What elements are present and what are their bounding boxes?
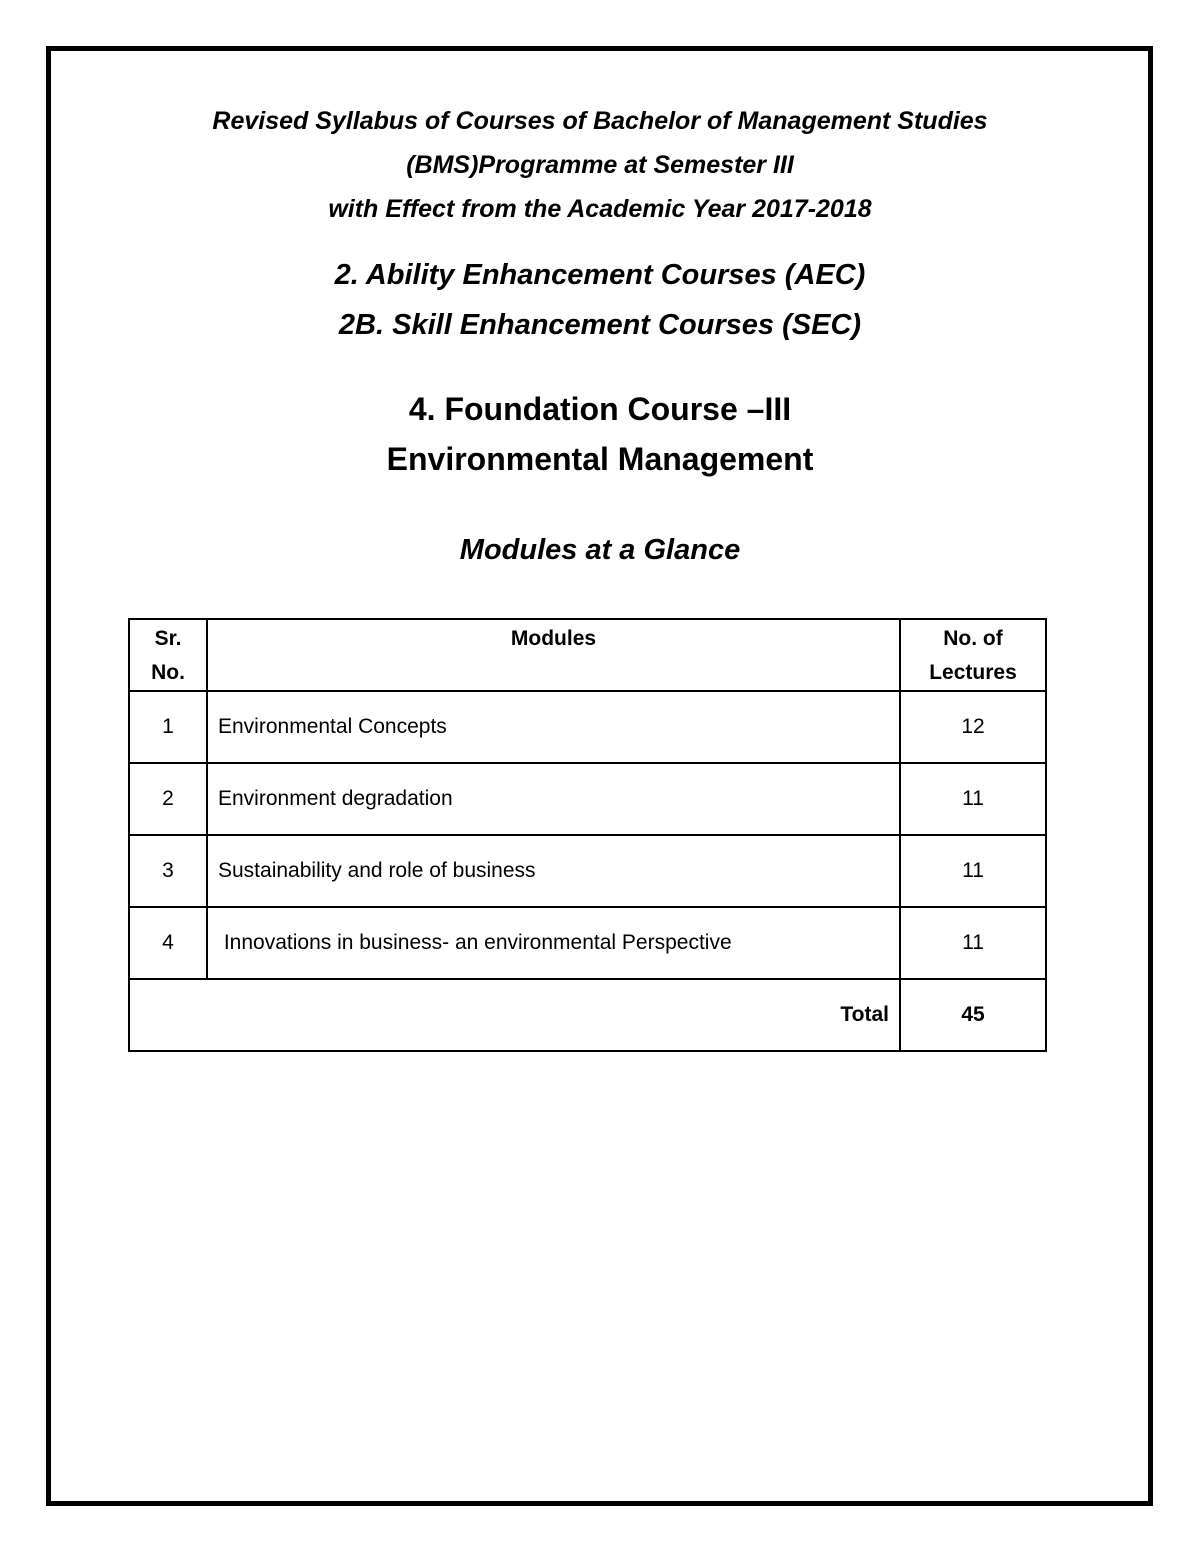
cell-module: Environment degradation: [207, 763, 900, 835]
aec-heading: 2. Ability Enhancement Courses (AEC): [334, 259, 866, 291]
cell-sr: 2: [129, 763, 207, 835]
header-lectures: [900, 619, 1046, 691]
cell-sr: 3: [129, 835, 207, 907]
table-row: [129, 907, 1046, 979]
cell-lectures: 11: [900, 907, 1046, 979]
section-title: Modules at a Glance: [459, 534, 741, 566]
header-sr-line2: No.: [151, 661, 185, 684]
course-number-title: 4. Foundation Course –III: [408, 391, 792, 427]
header-modules: Modules: [207, 619, 900, 691]
modules-table: [128, 618, 1047, 1052]
header-sr-no: [129, 619, 207, 691]
course-subject: Environmental Management: [386, 441, 814, 477]
syllabus-header: [0, 99, 1200, 231]
total-value: 45: [900, 979, 1046, 1051]
cell-sr: 1: [129, 691, 207, 763]
cell-lectures: 11: [900, 835, 1046, 907]
header-sr-line1: Sr.: [154, 627, 182, 650]
header-lectures-line1: No. of: [943, 627, 1003, 650]
cell-module: Environmental Concepts: [207, 691, 900, 763]
total-label: Total: [129, 979, 900, 1051]
course-category-block: [0, 250, 1200, 350]
header-line-3: with Effect from the Academic Year 2017-2018: [328, 195, 872, 223]
table-header-row: [129, 619, 1046, 691]
cell-sr: 4: [129, 907, 207, 979]
header-line-1: Revised Syllabus of Courses of Bachelor of Management Studies: [212, 107, 988, 135]
cell-lectures: 12: [900, 691, 1046, 763]
table-row: [129, 835, 1046, 907]
total-row: [129, 979, 1046, 1051]
cell-lectures: 11: [900, 763, 1046, 835]
cell-module: Innovations in business- an environmental Perspective: [207, 907, 900, 979]
header-line-2: (BMS)Programme at Semester III: [406, 151, 794, 179]
course-title-block: [0, 384, 1200, 484]
table-row: [129, 691, 1046, 763]
header-lectures-line2: Lectures: [929, 661, 1017, 684]
sec-heading: 2B. Skill Enhancement Courses (SEC): [338, 309, 862, 341]
table-row: [129, 763, 1046, 835]
cell-module: Sustainability and role of business: [207, 835, 900, 907]
